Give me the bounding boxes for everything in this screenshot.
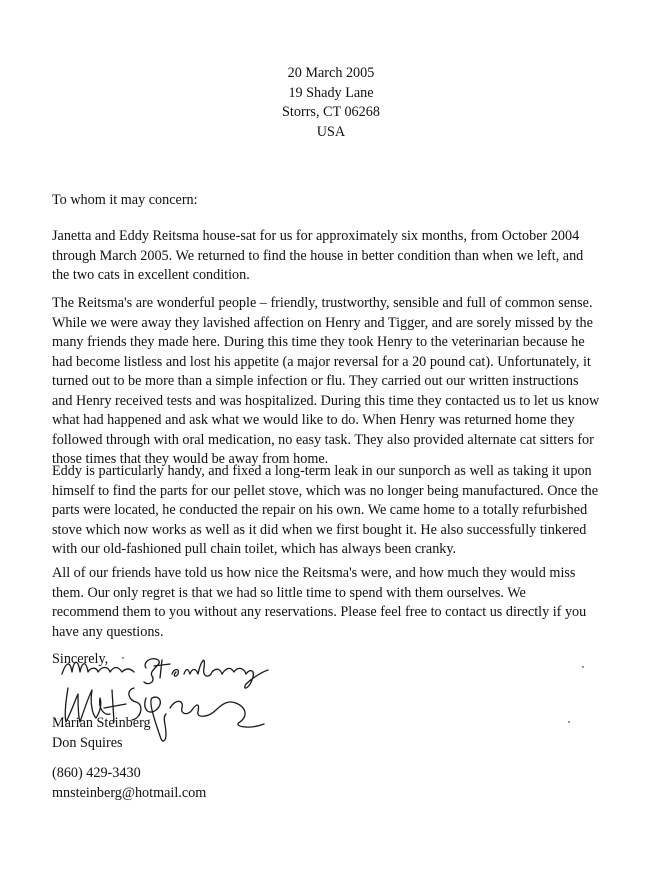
paragraph-line: them. Our only regret is that we had so little time to spend with them ourselves. We <box>52 584 526 601</box>
paragraph-line: through March 2005. We returned to find the house in better condition than when we left, and <box>52 247 584 264</box>
paragraph-line: The Reitsma's are wonderful people – friendly, trustworthy, sensible and full of common sense. <box>52 295 593 311</box>
paragraph-line: recommend them to you without any reservations. Please feel free to contact us directly if you <box>52 604 587 620</box>
paragraph-3 <box>52 462 612 560</box>
paragraph-line: All of our friends have told us how nice the Reitsma's were, and how much they would miss <box>52 565 576 581</box>
address-city: Storrs, CT 06268 <box>282 104 380 120</box>
paragraph-line: turned out to be more than a simple infection or flu. They carried out our written instructions <box>52 373 579 389</box>
address-street: 19 Shady Lane <box>288 84 374 101</box>
paragraph-line: many friends they made here. During this time they took Henry to the veterinarian because he <box>52 334 585 350</box>
paragraph-line: Janetta and Eddy Reitsma house-sat for us for approximately six months, from October 2004 <box>52 228 580 244</box>
closing-sincerely: Sincerely, <box>52 651 109 667</box>
address-country: USA <box>316 123 346 140</box>
contact-info <box>52 764 206 803</box>
paragraph-line: had become listless and lost his appetite (a major reversal for a 20 pound cat). Unfortunately, it <box>52 353 591 370</box>
signer-name: Don Squires <box>52 734 123 751</box>
salutation: To whom it may concern: <box>52 192 198 208</box>
paragraph-line: and Henry received tests and was hospitalized. During this time they contacted us to let us know <box>52 392 600 409</box>
paragraph-2 <box>52 294 612 470</box>
paragraph-4 <box>52 564 612 642</box>
paragraph-line: stove which now works as well as it did when we first bought it. He also successfully tinkered <box>52 521 587 538</box>
email-address: mnsteinberg@hotmail.com <box>52 784 207 801</box>
paragraph-line: followed through with oral medication, no easy task. They also provided alternate cat sitters for <box>52 431 594 448</box>
paper-speck <box>122 657 124 659</box>
sender-address-block <box>266 64 396 142</box>
phone-number: (860) 429-3430 <box>52 765 141 781</box>
signer-name: Marian Steinberg <box>52 715 151 731</box>
paragraph-1 <box>52 227 612 286</box>
signature-marian-steinberg <box>62 659 268 688</box>
paper-speck <box>582 666 584 668</box>
paragraph-line: himself to find the parts for our pellet stove, which was no longer being manufactured. Once the <box>52 482 599 499</box>
paragraph-line: what had happened and ask what we would like to do. When Henry was returned home they <box>52 412 575 428</box>
paragraph-line: those times that they would be away from home. <box>52 451 329 467</box>
paragraph-line: the two cats in excellent condition. <box>52 267 250 283</box>
paragraph-line: have any questions. <box>52 623 164 640</box>
paragraph-line: parts were located, he conducted the repair on his own. We came home to a totally refurbished <box>52 502 588 518</box>
paragraph-line: Eddy is particularly handy, and fixed a long-term leak in our sunporch as well as taking it upon <box>52 463 592 479</box>
signer-names <box>52 714 151 753</box>
paragraph-line: While we were away they lavished affection on Henry and Tigger, and are sorely missed by the <box>52 314 593 331</box>
letter-date: 20 March 2005 <box>287 65 375 81</box>
paper-speck <box>568 721 570 723</box>
paragraph-line: with our old-fashioned pull chain toilet, which has always been cranky. <box>52 541 457 557</box>
